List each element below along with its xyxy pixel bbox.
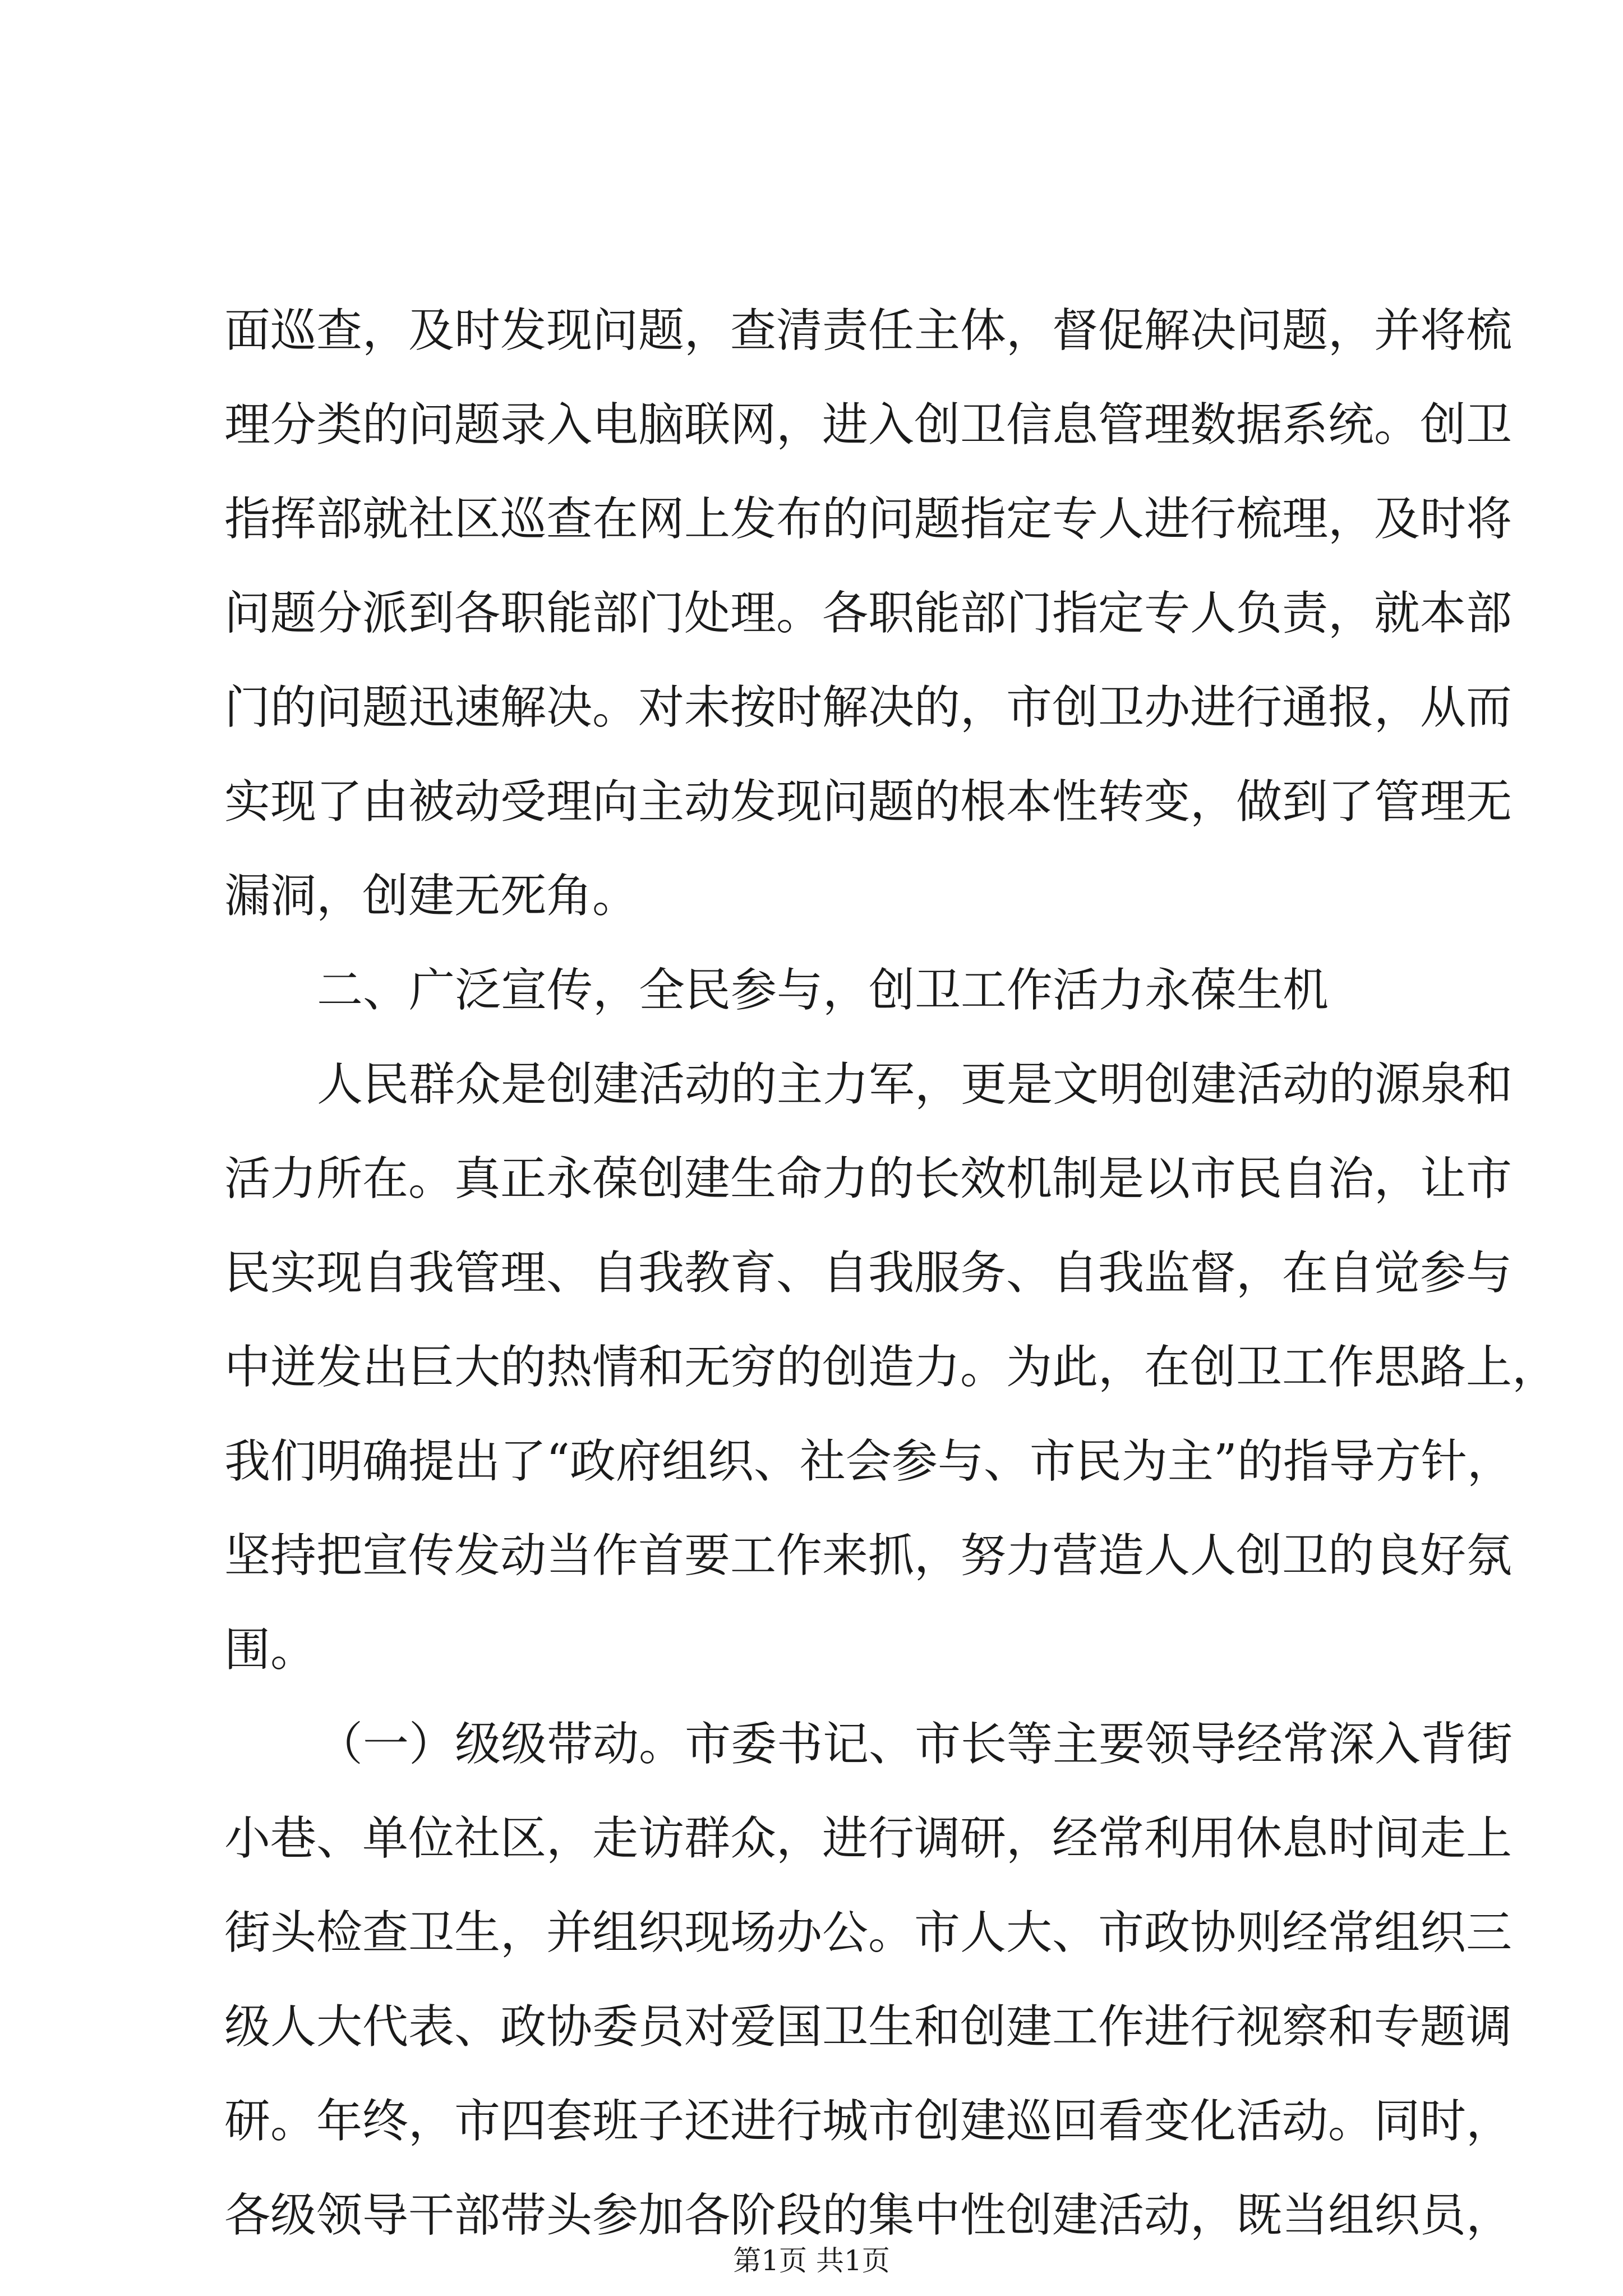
text-line-content: 各级领导干部带头参加各阶段的集中性创建活动，既当组织员， <box>224 2189 1513 2242</box>
text-line <box>0 1334 1623 1401</box>
text-line <box>0 486 1623 553</box>
section-heading-line <box>0 891 1623 1017</box>
text-line <box>0 769 1623 836</box>
text-line-content: 小巷、单位社区，走访群众，进行调研，经常利用休息时间走上 <box>224 1812 1513 1865</box>
section-heading: 二、广泛宣传，全民参与，创卫工作活力永葆生机 <box>317 964 1329 1017</box>
text-line-content: 理分类的问题录入电脑联网，进入创卫信息管理数据系统。创卫 <box>224 398 1513 452</box>
text-line <box>0 1994 1623 2061</box>
text-line-content: 研。年终，市四套班子还进行城市创建巡回看变化活动。同时， <box>224 2095 1513 2148</box>
text-line <box>0 1145 1623 1213</box>
text-line-content: 活力所在。真正永葆创建生命力的长效机制是以市民自治，让市 <box>224 1152 1513 1205</box>
text-line-content: 中迸发出巨大的热情和无穷的创造力。为此，在创卫工作思路上， <box>224 1341 1559 1394</box>
text-line-content: 指挥部就社区巡查在网上发布的问题指定专人进行梳理，及时将 <box>224 493 1513 546</box>
text-line-content: 门的问题迅速解决。对未按时解决的，市创卫办进行通报，从而 <box>224 681 1513 734</box>
text-line <box>0 297 1623 365</box>
text-line-content: 漏洞，创建无死角。 <box>224 869 639 923</box>
text-line <box>0 2088 1623 2155</box>
text-line <box>0 674 1623 742</box>
page-footer: 第1页 共1页 <box>733 2244 890 2277</box>
text-line <box>0 1051 1623 1119</box>
text-line-content: 人民群众是创建活动的主力军，更是文明创建活动的源泉和 <box>317 1058 1513 1111</box>
text-line <box>0 1617 1623 1684</box>
text-line-content: 级人大代表、政协委员对爱国卫生和创建工作进行视察和专题调 <box>224 2000 1513 2054</box>
text-line <box>0 1428 1623 1496</box>
text-line <box>0 580 1623 647</box>
text-line-content: 面巡查，及时发现问题，查清责任主体，督促解决问题，并将梳 <box>224 304 1513 357</box>
text-line <box>0 1522 1623 1590</box>
text-line-content: 实现了由被动受理向主动发现问题的根本性转变，做到了管理无 <box>224 775 1513 829</box>
text-line-content: 围。 <box>224 1623 317 1677</box>
text-line-content: 坚持把宣传发动当作首要工作来抓，努力营造人人创卫的良好氛 <box>224 1529 1513 1582</box>
text-line <box>0 392 1623 459</box>
text-line <box>0 1240 1623 1307</box>
text-line-content: 问题分派到各职能部门处理。各职能部门指定专人负责，就本部 <box>224 587 1513 640</box>
text-line-content: 街头检查卫生，并组织现场办公。市人大、市政协则经常组织三 <box>224 1906 1513 1959</box>
text-line <box>0 1711 1623 1778</box>
text-line <box>0 1805 1623 1872</box>
text-line <box>0 1899 1623 1967</box>
text-line-content: 我们明确提出了“政府组织、社会参与、市民为主”的指导方针， <box>224 1435 1513 1488</box>
text-line-content: （一）级级带动。市委书记、市长等主要领导经常深入背街 <box>317 1718 1513 1771</box>
text-line-content: 民实现自我管理、自我教育、自我服务、自我监督，在自觉参与 <box>224 1246 1513 1300</box>
